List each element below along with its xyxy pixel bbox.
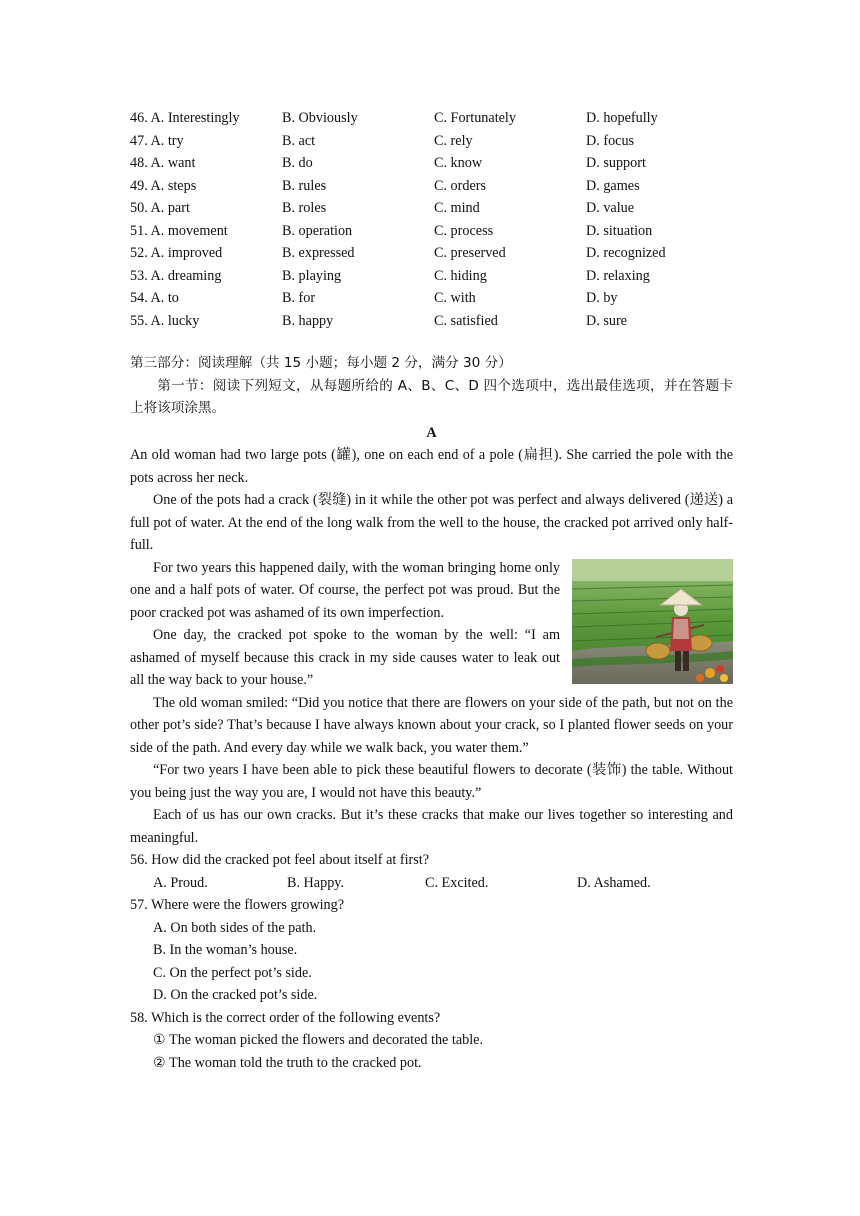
event-number: ② — [153, 1054, 166, 1071]
exam-page — [130, 107, 733, 1074]
photo-woman-carrying-pots — [572, 559, 733, 684]
event-2 — [130, 1052, 733, 1075]
section-heading: 第三部分：阅读理解（共 15 小题；每小题 2 分，满分 30 分） — [130, 355, 512, 371]
event-text: The woman told the truth to the cracked pot. — [169, 1054, 422, 1071]
question-stem: 57. Where were the flowers growing? — [130, 897, 345, 913]
option-row: 53. A. dreaming B. playing C. hiding D. relaxing — [130, 267, 650, 284]
paragraph: The old woman smiled: “Did you notice that there are flowers on your side of the path, but not on the other pot’s side? That’s because I have always known about your crack, so I planted flower seeds on your side of the path. And every day while we walk back, you water them.” — [130, 694, 733, 756]
question-56 — [130, 849, 733, 894]
event-number: ① — [153, 1032, 166, 1048]
option-a: A. Proud. — [153, 874, 208, 891]
question-stem: 56. How did the cracked pot feel about itself at first? — [130, 852, 430, 868]
event-1 — [130, 1029, 733, 1052]
option-row: 55. A. lucky B. happy C. satisfied D. sure — [130, 312, 627, 329]
option-row: 51. A. movement B. operation C. process D. situation — [130, 222, 653, 239]
question-57 — [130, 894, 733, 1007]
paragraph: One day, the cracked pot spoke to the woman by the well: “I am ashamed of myself because this crack in my side causes water to leak out all the way back to your house.” — [130, 627, 560, 688]
option-row: 46. A. Interestingly B. Obviously C. Fortunately D. hopefully — [130, 110, 658, 126]
photo-illustration — [572, 559, 733, 684]
paragraph: For two years this happened daily, with the woman bringing home only one and a half pots of water. Of course, the perfect pot was proud. But the poor cracked pot was ashamed of its own imperfection. — [130, 559, 560, 621]
cloze-options — [130, 107, 733, 332]
question-stem: 58. Which is the correct order of the following events? — [130, 1009, 441, 1026]
option-row: 47. A. try B. act C. rely D. focus — [130, 132, 635, 149]
option-c: C. Excited. — [425, 874, 489, 891]
question-options — [130, 872, 733, 895]
option-b: B. In the woman’s house. — [153, 942, 298, 958]
option-row: 48. A. want B. do C. know D. support — [130, 155, 646, 171]
option-row: 54. A. to B. for C. with D. by — [130, 290, 618, 306]
option-c: C. On the perfect pot’s side. — [153, 964, 312, 981]
option-row: 49. A. steps B. rules C. orders D. games — [130, 177, 640, 194]
paragraph: “For two years I have been able to pick these beautiful flowers to decorate (装饰) the table. Without you being just the way you are, I would not have this beauty.” — [130, 762, 733, 801]
question-58 — [130, 1007, 733, 1075]
passage-label: A — [426, 424, 437, 441]
paragraph: Each of us has our own cracks. But it’s these cracks that make our lives together so interesting and meaningful. — [130, 807, 733, 846]
paragraph: An old woman had two large pots (罐), one on each end of a pole (扁担). She carried the pole with the pots across her neck. — [130, 447, 733, 486]
option-row: 52. A. improved B. expressed C. preserved D. recognized — [130, 245, 666, 261]
section-instruction: 第一节：阅读下列短文，从每题所给的 A、B、C、D 四个选项中，选出最佳选项，并在答题卡上将该项涂黑。 — [130, 377, 733, 416]
option-d: D. On the cracked pot’s side. — [153, 987, 318, 1003]
option-b: B. Happy. — [287, 874, 345, 891]
paragraph: One of the pots had a crack (裂缝) in it while the other pot was perfect and always delivered (递送) a full pot of water. At the end of the long walk from the well to the house, the cracked pot arrived only half-full. — [130, 492, 733, 553]
passage — [130, 444, 733, 849]
option-row: 50. A. part B. roles C. mind D. value — [130, 200, 635, 216]
option-d: D. Ashamed. — [577, 874, 651, 891]
event-text: The woman picked the flowers and decorated the table. — [169, 1032, 483, 1048]
option-a: A. On both sides of the path. — [153, 919, 317, 936]
